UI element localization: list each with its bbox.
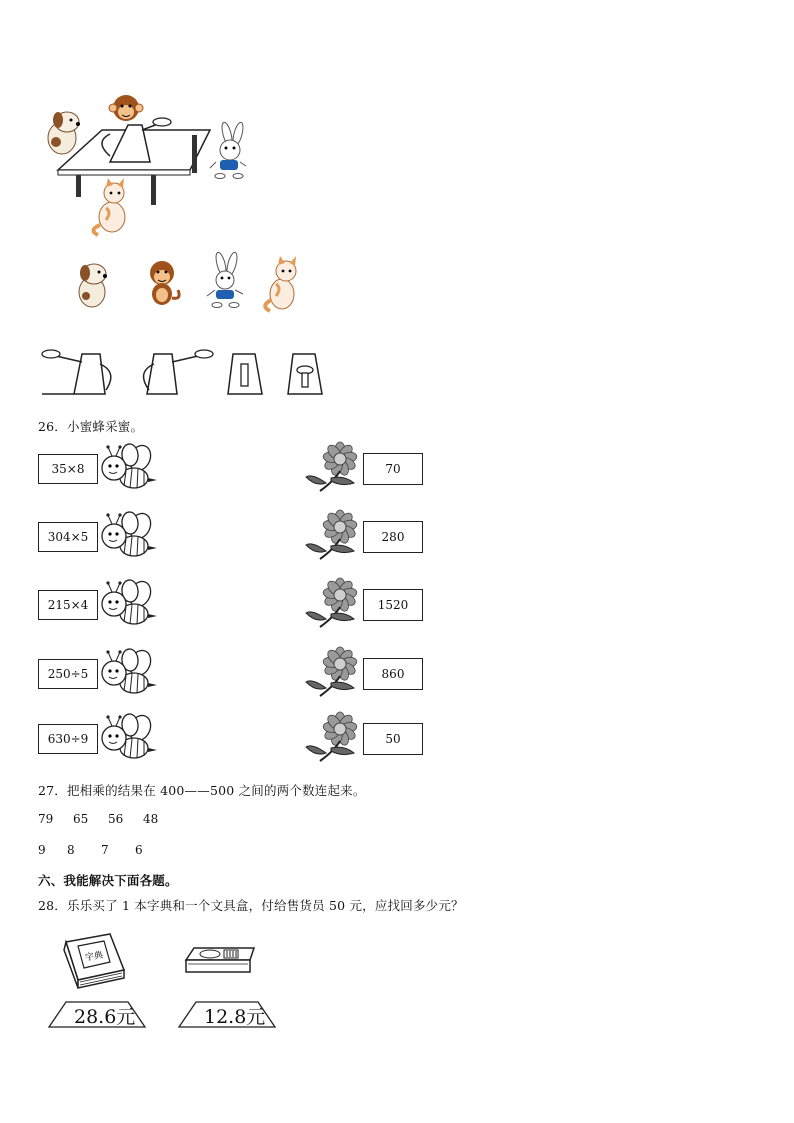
dictionary-price: 28.6元 <box>74 1006 136 1028</box>
animal-monkey-option <box>142 258 184 308</box>
dictionary-label: 字典 <box>84 950 104 964</box>
question-26-title: 26．小蜜蜂采蜜。 <box>38 419 144 434</box>
bee-icon <box>100 714 158 768</box>
flower-icon <box>304 445 358 497</box>
dictionary-icon <box>58 930 128 990</box>
bee-icon <box>100 649 158 703</box>
expression-box-2: 304×5 <box>38 522 98 552</box>
q27-row2-num-2: 8 <box>67 843 75 857</box>
question-27-title: 27．把相乘的结果在 400——500 之间的两个数连起来。 <box>38 783 366 798</box>
kettle-view-back <box>140 348 216 398</box>
expression-box-4: 250÷5 <box>38 659 98 689</box>
q27-row1-num-1: 79 <box>38 812 54 826</box>
dog-icon <box>48 112 80 154</box>
animal-rabbit-option <box>204 252 246 310</box>
animal-cat-option <box>262 256 304 314</box>
bee-icon <box>100 444 158 498</box>
q27-row1-num-2: 65 <box>73 812 89 826</box>
flower-icon <box>304 513 358 565</box>
animal-dog-option <box>72 258 114 310</box>
flower-icon <box>304 581 358 633</box>
section-6-title: 六、我能解决下面各题。 <box>38 873 178 888</box>
answer-box-3: 1520 <box>363 589 423 621</box>
answer-box-4: 860 <box>363 658 423 690</box>
answer-box-5: 50 <box>363 723 423 755</box>
cat-icon <box>93 178 125 235</box>
pencil-case-icon <box>184 940 256 980</box>
q27-row2-num-3: 7 <box>101 843 109 857</box>
q27-row2-num-1: 9 <box>38 843 46 857</box>
bee-icon <box>100 512 158 566</box>
flower-icon <box>304 650 358 702</box>
scene-table-animals <box>40 90 260 240</box>
kettle-view-side-spout <box>286 352 326 396</box>
expression-box-3: 215×4 <box>38 590 98 620</box>
flower-icon <box>304 715 358 767</box>
answer-box-1: 70 <box>363 453 423 485</box>
q27-row1-num-3: 56 <box>108 812 124 826</box>
pencil-case-price: 12.8元 <box>204 1006 266 1028</box>
q27-row1-num-4: 48 <box>143 812 159 826</box>
q27-row2-num-4: 6 <box>135 843 143 857</box>
rabbit-icon <box>210 121 246 178</box>
expression-box-1: 35×8 <box>38 454 98 484</box>
bee-icon <box>100 580 158 634</box>
answer-box-2: 280 <box>363 521 423 553</box>
kettle-view-front <box>42 348 122 398</box>
monkey-icon <box>109 95 143 121</box>
question-28-title: 28．乐乐买了 1 本字典和一个文具盒，付给售货员 50 元，应找回多少元？ <box>38 898 464 913</box>
expression-box-5: 630÷9 <box>38 724 98 754</box>
kettle-view-side-slot <box>226 352 266 396</box>
